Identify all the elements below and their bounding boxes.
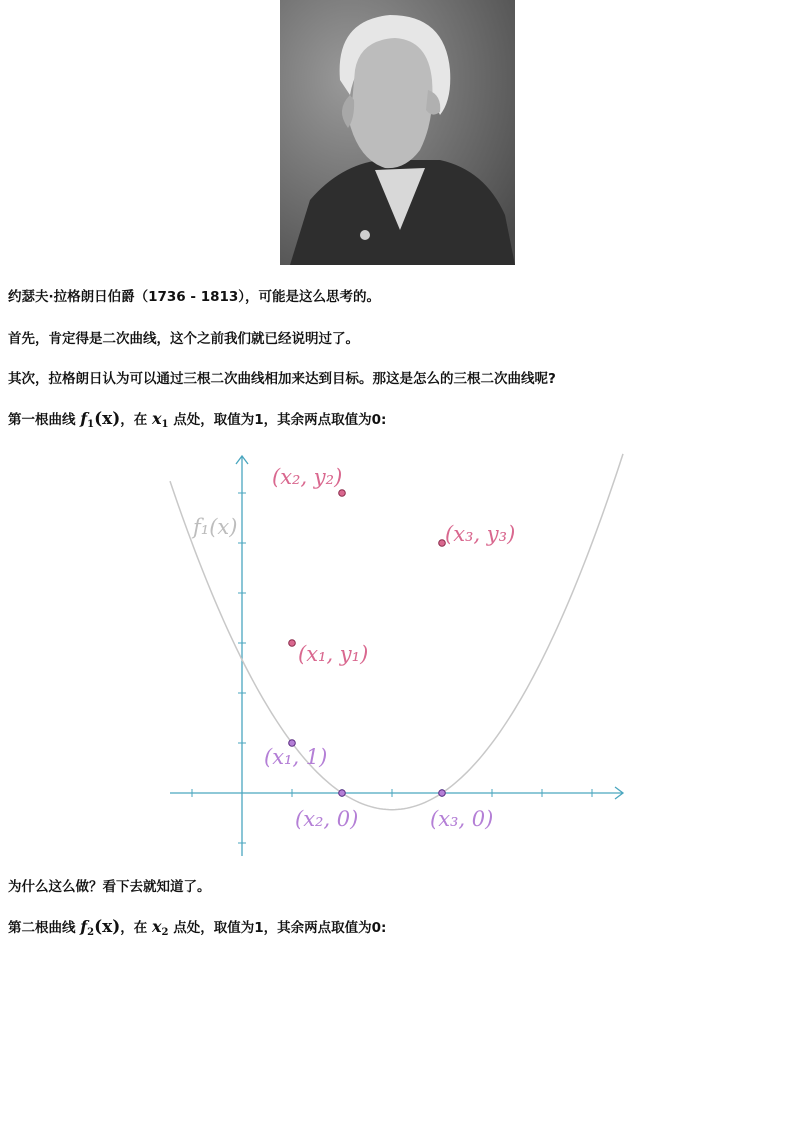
label-x3-0: (x₃, 0) <box>430 807 494 831</box>
portrait-image <box>280 0 515 265</box>
three-curves-paragraph: 其次，拉格朗日认为可以通过三根二次曲线相加来达到目标。那这是怎么的三根二次曲线呢? <box>8 371 556 387</box>
axis-ticks <box>192 493 592 843</box>
first-curve-suffix: 点处，取值为1，其余两点取值为0: <box>173 412 387 428</box>
first-curve-prefix: 第一根曲线 <box>8 412 76 428</box>
portrait-drawing <box>280 0 515 265</box>
second-curve-prefix: 第二根曲线 <box>8 920 76 936</box>
second-curve-suffix: 点处，取值为1，其余两点取值为0: <box>173 920 387 936</box>
label-x2-0: (x₂, 0) <box>295 807 359 831</box>
label-x3-y3: (x₃, y₃) <box>445 522 516 546</box>
second-curve-function: $f_2(x)$ <box>80 917 121 938</box>
first-curve-variable: $x_1$ <box>152 409 169 430</box>
first-curve-function: $f_1(x)$ <box>80 409 121 430</box>
second-curve-mid: ，在 <box>120 920 148 936</box>
intro-paragraph: 约瑟夫·拉格朗日伯爵（1736 - 1813），可能是这么思考的。 <box>8 289 381 305</box>
second-curve-variable: $x_2$ <box>152 917 169 938</box>
point-x2-y2 <box>339 490 346 497</box>
label-x1-1: (x₁, 1) <box>264 745 328 769</box>
point-x2-0 <box>339 790 346 797</box>
why-paragraph: 为什么这么做？看下去就知道了。 <box>8 879 211 895</box>
f1-curve-label: f₁(x) <box>193 515 238 539</box>
quadratic-paragraph: 首先，肯定得是二次曲线，这个之前我们就已经说明过了。 <box>8 331 359 347</box>
parabola-figure <box>165 448 630 860</box>
second-curve-paragraph <box>8 918 386 942</box>
f1-curve <box>170 454 623 810</box>
label-x2-y2: (x₂, y₂) <box>272 465 343 489</box>
point-x1-y1 <box>289 640 296 647</box>
first-curve-mid: ，在 <box>120 412 148 428</box>
parabola-plot <box>165 448 630 860</box>
point-x3-0 <box>439 790 446 797</box>
label-x1-y1: (x₁, y₁) <box>298 642 369 666</box>
first-curve-paragraph <box>8 410 386 434</box>
